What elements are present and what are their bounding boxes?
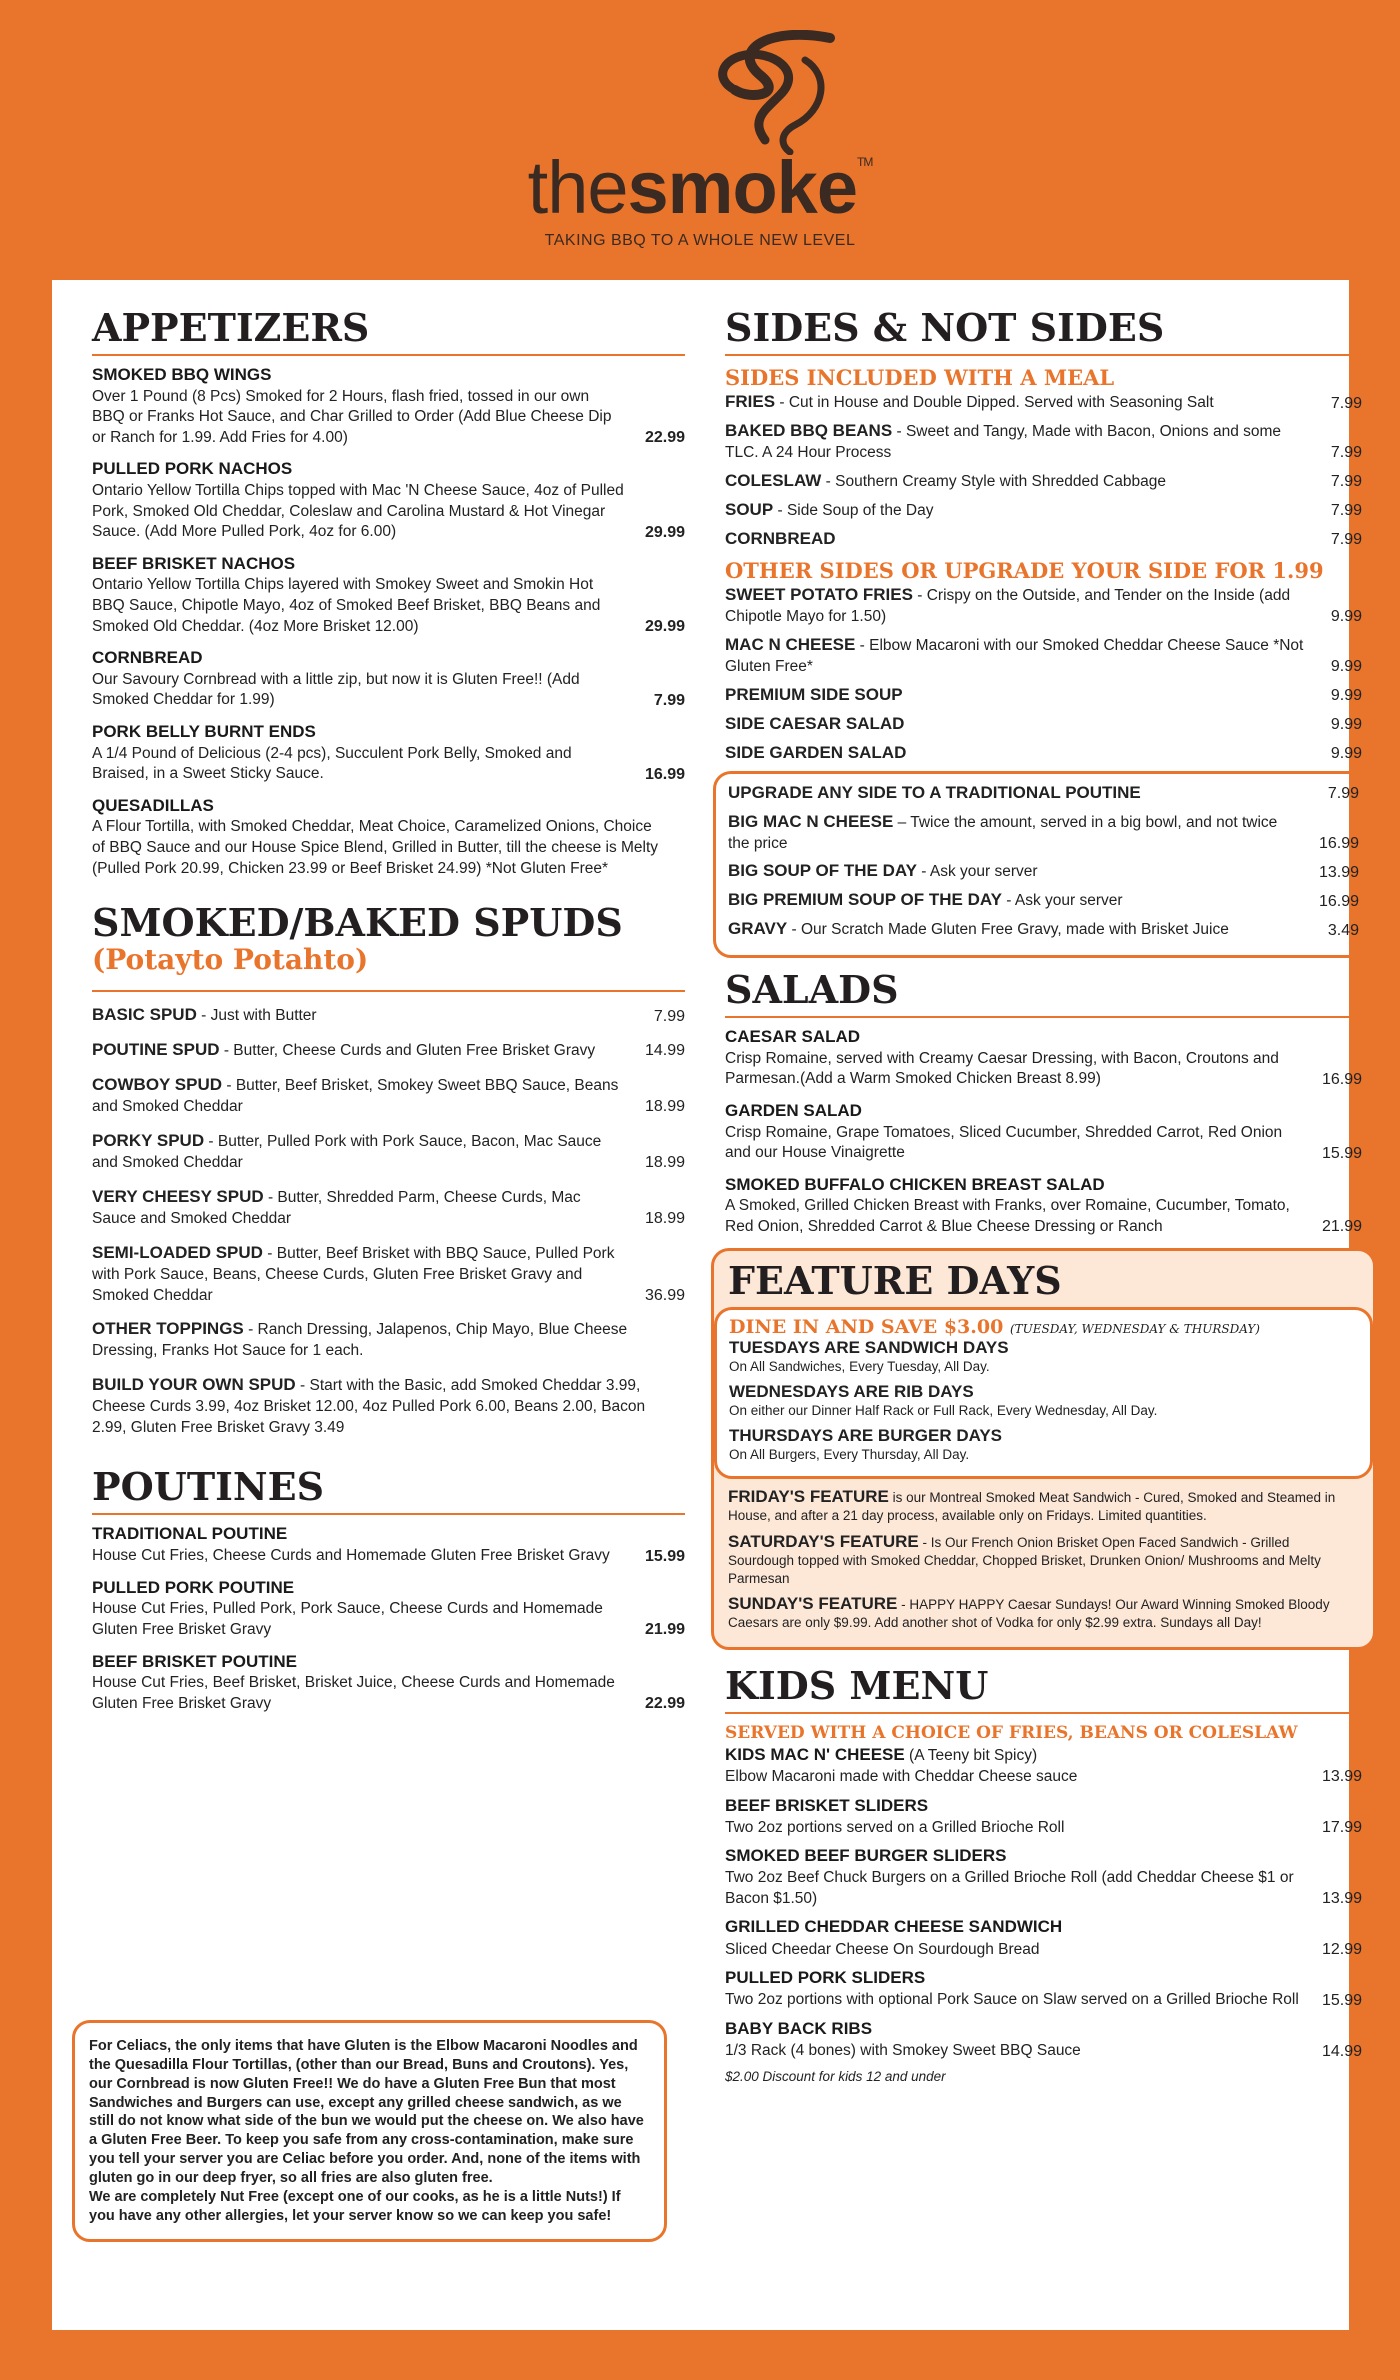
- item-desc: Elbow Macaroni made with Cheddar Cheese sauce: [725, 1767, 1078, 1785]
- kids-list: [725, 1744, 1362, 2062]
- item-price: 18.99: [644, 1210, 685, 1228]
- item-name: SMOKED BUFFALO CHICKEN BREAST SALAD: [725, 1174, 1105, 1194]
- item-desc: Ontario Yellow Tortilla Chips topped with Mac 'N Cheese Sauce, 4oz of Pulled Pork, Smoked Old Cheddar, Coleslaw and Carolina Mustard & Hot Vinegar Sauce. (Add More Pulled Pork, 4oz for 6.00): [92, 481, 624, 541]
- nut-free-text: We are completely Nut Free (except one of our cooks, as he is a little Nuts!) If you have any other allergies, let your server know so we can keep you safe!: [89, 2188, 621, 2224]
- menu-item: [725, 499, 1362, 522]
- item-price: 13.99: [1321, 1768, 1362, 1786]
- item-row: [725, 1049, 1362, 1090]
- item-text: [92, 1318, 685, 1362]
- item-name: GARDEN SALAD: [725, 1100, 862, 1120]
- item-name: COLESLAW: [725, 470, 822, 490]
- item-desc: - Elbow Macaroni with our Smoked Cheddar Cheese Sauce *Not Gluten Free*: [725, 636, 1304, 675]
- item-name: PORK BELLY BURNT ENDS: [92, 722, 316, 742]
- item-text: [725, 391, 1331, 414]
- menu-item: [725, 420, 1362, 464]
- item-price: 7.99: [653, 691, 685, 709]
- item-name-line: [725, 1845, 1362, 1868]
- item-text: [725, 420, 1331, 464]
- item-desc: A Flour Tortilla, with Smoked Cheddar, Meat Choice, Caramelized Onions, Choice of BBQ Sauce and our House Spice Blend, Grilled in Butter, till the cheese is Melty (Pulled Pork 20.99, Chicken 23.99 or Beef Brisket 24.99) *Not Gluten Free*: [92, 818, 659, 877]
- item-price: 18.99: [644, 1098, 685, 1116]
- item-name: UPGRADE ANY SIDE TO A TRADITIONAL POUTINE: [728, 782, 1141, 802]
- item-name: MAC N CHEESE: [725, 634, 856, 654]
- item-name: BUILD YOUR OWN SPUD: [92, 1375, 296, 1395]
- item-name-line: [725, 1967, 1362, 1990]
- menu-item: [725, 2018, 1362, 2062]
- item-name: SMOKED BBQ WINGS: [92, 364, 272, 384]
- item-name: SOUP: [725, 499, 774, 519]
- salads-list: [725, 1026, 1362, 1237]
- item-name: PREMIUM SIDE SOUP: [725, 684, 903, 704]
- menu-item: [725, 1100, 1362, 1164]
- item-name: BEEF BRISKET NACHOS: [92, 553, 296, 573]
- item-name: BIG SOUP OF THE DAY: [728, 861, 917, 881]
- item-row: [92, 1599, 685, 1640]
- menu-item: [725, 1967, 1362, 2011]
- weekend-feature-head: SUNDAY'S FEATURE: [728, 1594, 898, 1614]
- item-text: [92, 1130, 645, 1174]
- item-desc: - Butter, Beef Brisket, Smokey Sweet BBQ Sauce, Beans and Smoked Cheddar: [92, 1077, 619, 1115]
- item-price: 21.99: [1321, 1218, 1362, 1236]
- item-price: 16.99: [1318, 892, 1359, 910]
- item-name: PULLED PORK POUTINE: [92, 1577, 295, 1597]
- weekend-feature-desc: is our Montreal Smoked Meat Sandwich - Cured, Smoked and Steamed in House, and after a 21 day process, available only on Fridays. Limited quantities.: [728, 1490, 1336, 1524]
- item-desc: - Butter, Shredded Parm, Cheese Curds, Mac Sauce and Smoked Cheddar: [92, 1188, 581, 1227]
- weekend-feature: [728, 1487, 1359, 1525]
- item-text: [728, 889, 1319, 912]
- item-row: [92, 744, 685, 785]
- weekend-feature-desc: - Is Our French Onion Brisket Open Faced Sandwich - Grilled Sourdough topped with Smoked Cheddar, Chopped Brisket, Drunken Onion/ Mushrooms and Melty Parmesan: [728, 1534, 1321, 1587]
- feature-days-box: [711, 1248, 1376, 1650]
- item-row: [725, 2041, 1362, 2062]
- item-desc: Crisp Romaine, served with Creamy Caesar Dressing, with Bacon, Croutons and Parmesan.(Add a Warm Smoked Chicken Breast 8.99): [725, 1049, 1279, 1088]
- menu-item: [725, 634, 1362, 678]
- appetizers-title: APPETIZERS: [92, 308, 685, 356]
- kids-title: KIDS MENU: [725, 1666, 1362, 1714]
- poutines-list: [92, 1523, 685, 1715]
- menu-item: [725, 1845, 1362, 1909]
- menu-item: [92, 1651, 685, 1715]
- item-name: BEEF BRISKET POUTINE: [92, 1651, 297, 1671]
- feature-day-head: TUESDAYS ARE SANDWICH DAYS: [729, 1337, 1009, 1357]
- menu-item: [92, 364, 685, 448]
- menu-item: [92, 1004, 685, 1027]
- item-price: 9.99: [1330, 716, 1362, 734]
- feature-day-desc: On either our Dinner Half Rack or Full Rack, Every Wednesday, All Day.: [729, 1402, 1158, 1418]
- item-price: 15.99: [644, 1547, 685, 1565]
- menu-item: [728, 782, 1359, 805]
- item-name: SEMI-LOADED SPUD: [92, 1242, 263, 1262]
- item-name-line: [725, 1744, 1362, 1767]
- item-price: 7.99: [653, 1007, 685, 1025]
- item-name-line: [725, 1916, 1362, 1939]
- tagline: TAKING BBQ TO A WHOLE NEW LEVEL: [544, 232, 856, 249]
- item-text: [92, 1242, 645, 1307]
- item-price: 7.99: [1330, 473, 1362, 491]
- item-price: 15.99: [1321, 1991, 1362, 2009]
- menu-item: [725, 742, 1362, 765]
- item-extra: (A Teeny bit Spicy): [904, 1746, 1038, 1764]
- item-desc: Over 1 Pound (8 Pcs) Smoked for 2 Hours, flash fried, tossed in our own BBQ or Franks Hot Sauce, and Char Grilled to Order (Add Blue Cheese Dip or Ranch for 1.99. Add Fries for 4.00): [92, 387, 612, 446]
- item-name: BAKED BBQ BEANS: [725, 421, 893, 441]
- item-row: [92, 817, 685, 879]
- item-desc: Two 2oz portions with optional Pork Sauce on Slaw served on a Grilled Brioche Roll: [725, 1991, 1299, 2009]
- item-desc: - Our Scratch Made Gluten Free Gravy, made with Brisket Juice: [787, 921, 1229, 939]
- item-name: PULLED PORK SLIDERS: [725, 1968, 926, 1988]
- item-name: QUESADILLAS: [92, 795, 214, 815]
- menu-item: [92, 721, 685, 785]
- item-desc: - Ask your server: [1001, 892, 1123, 910]
- weekend-feature: [728, 1594, 1359, 1632]
- left-column: [92, 305, 685, 1724]
- item-row: [92, 575, 685, 637]
- item-desc: Crisp Romaine, Grape Tomatoes, Sliced Cucumber, Shredded Carrot, Red Onion and our House Vinaigrette: [725, 1123, 1283, 1162]
- item-row: [92, 387, 685, 449]
- item-row: [725, 1939, 1362, 1960]
- menu-item: [92, 1523, 685, 1567]
- item-name: VERY CHEESY SPUD: [92, 1186, 264, 1206]
- item-desc: – Twice the amount, served in a big bowl, and not twice the price: [728, 813, 1278, 852]
- item-row: [92, 670, 685, 711]
- upgrade-box: [713, 771, 1374, 959]
- item-price: 3.49: [1327, 921, 1359, 939]
- feature-title: FEATURE DAYS: [728, 1257, 1062, 1303]
- item-desc: Two 2oz portions served on a Grilled Brioche Roll: [725, 1818, 1065, 1836]
- dine-in-days: (TUESDAY, WEDNESDAY & THURSDAY): [1009, 1321, 1260, 1336]
- menu-item: [92, 553, 685, 637]
- sides-included-head: SIDES INCLUDED WITH A MEAL: [725, 364, 1115, 390]
- appetizers-list: [92, 364, 685, 879]
- item-desc: - Crispy on the Outside, and Tender on the Inside (add Chipotle Mayo for 1.50): [725, 587, 1291, 626]
- salads-title: SALADS: [725, 970, 1362, 1018]
- trademark: TM: [857, 155, 873, 169]
- sides-title: SIDES & NOT SIDES: [725, 308, 1362, 356]
- item-desc: - Start with the Basic, add Smoked Cheddar 3.99, Cheese Curds 3.99, 4oz Brisket 12.00, 4oz Pulled Pork 6.00, Beans 2.00, Bacon 2.99, Gluten Free Brisket Gravy 3.49: [92, 1377, 646, 1437]
- feature-day-desc: On All Burgers, Every Thursday, All Day.: [729, 1446, 970, 1462]
- item-row: [725, 1196, 1362, 1237]
- item-name: SIDE CAESAR SALAD: [725, 713, 905, 733]
- item-text: [725, 634, 1331, 678]
- feature-day-desc: On All Sandwiches, Every Tuesday, All Day.: [729, 1358, 990, 1374]
- item-price: 7.99: [1330, 531, 1362, 549]
- item-price: 7.99: [1330, 394, 1362, 412]
- menu-item: [725, 470, 1362, 493]
- item-row: [92, 1546, 685, 1567]
- item-price: 9.99: [1330, 608, 1362, 626]
- item-desc: - Just with Butter: [196, 1007, 317, 1025]
- menu-item: [725, 1795, 1362, 1839]
- item-name: BEEF BRISKET SLIDERS: [725, 1795, 929, 1815]
- item-price: 9.99: [1330, 687, 1362, 705]
- menu-item: [92, 1577, 685, 1641]
- menu-item: [725, 684, 1362, 707]
- feature-day-head: THURSDAYS ARE BURGER DAYS: [729, 1425, 1002, 1445]
- item-name: CORNBREAD: [92, 648, 203, 668]
- menu-item: [92, 1318, 685, 1362]
- item-name-line: [725, 1795, 1362, 1818]
- item-price: 22.99: [644, 1695, 685, 1713]
- menu-item: [728, 918, 1359, 941]
- feature-days-list: [729, 1338, 1358, 1465]
- item-desc: Two 2oz Beef Chuck Burgers on a Grilled Brioche Roll (add Cheddar Cheese $1 or Bacon $1.50): [725, 1869, 1294, 1907]
- item-text: [725, 713, 1331, 736]
- spuds-list: [92, 1004, 685, 1439]
- menu-item: [725, 1744, 1362, 1788]
- item-name: GRILLED CHEDDAR CHEESE SANDWICH: [725, 1917, 1063, 1937]
- sides-other-head: OTHER SIDES OR UPGRADE YOUR SIDE FOR 1.99: [725, 557, 1324, 583]
- menu-item: [92, 1186, 685, 1230]
- item-price: 7.99: [1330, 444, 1362, 462]
- item-name: GRAVY: [728, 919, 788, 939]
- brand-name-light: the: [527, 146, 628, 229]
- menu-item: [725, 528, 1362, 551]
- menu-item: [728, 889, 1359, 912]
- menu-item: [92, 1074, 685, 1118]
- brand-logo-text: [0, 145, 1400, 230]
- item-price: 18.99: [644, 1154, 685, 1172]
- item-name: PULLED PORK NACHOS: [92, 459, 293, 479]
- spuds-title: SMOKED/BAKED SPUDS: [92, 900, 623, 946]
- item-desc: - Butter, Cheese Curds and Gluten Free Brisket Gravy: [219, 1042, 596, 1060]
- item-text: [725, 528, 1331, 551]
- item-text: [728, 782, 1328, 805]
- menu-item: [92, 795, 685, 879]
- item-desc: A Smoked, Grilled Chicken Breast with Franks, over Romaine, Cucumber, Tomato, Red Onion, Shredded Carrot & Blue Cheese Dressing or Ranch: [725, 1197, 1290, 1235]
- item-name: SMOKED BEEF BURGER SLIDERS: [725, 1846, 1007, 1866]
- item-row: [92, 481, 685, 543]
- menu-panel: [52, 280, 1362, 2330]
- right-column: [725, 305, 1362, 2084]
- item-name: BABY BACK RIBS: [725, 2019, 873, 2038]
- item-price: 29.99: [644, 617, 685, 635]
- item-name: PORKY SPUD: [92, 1130, 205, 1150]
- menu-item: [92, 647, 685, 711]
- item-desc: - Southern Creamy Style with Shredded Cabbage: [821, 472, 1166, 490]
- item-row: [725, 1123, 1362, 1164]
- item-price: 9.99: [1330, 745, 1362, 763]
- gluten-info-box: [72, 2020, 667, 2242]
- item-text: [728, 918, 1328, 941]
- weekend-feature: [728, 1532, 1359, 1589]
- item-desc: - Side Soup of the Day: [773, 501, 934, 519]
- item-row: [725, 1766, 1362, 1787]
- menu-item: [92, 1130, 685, 1174]
- item-price: 13.99: [1321, 1889, 1362, 1907]
- item-price: 14.99: [1321, 2042, 1362, 2060]
- item-desc: - Butter, Pulled Pork with Pork Sauce, Bacon, Mac Sauce and Smoked Cheddar: [92, 1132, 602, 1171]
- item-desc: - Ask your server: [916, 863, 1038, 881]
- spuds-subtitle: (Potayto Potahto): [92, 943, 685, 992]
- item-desc: - Ranch Dressing, Jalapenos, Chip Mayo, Blue Cheese Dressing, Franks Hot Sauce for 1 each.: [92, 1321, 628, 1360]
- item-desc: Ontario Yellow Tortilla Chips layered with Smokey Sweet and Smokin Hot BBQ Sauce, Chipotle Mayo, 4oz of Smoked Beef Brisket, BBQ Beans and Smoked Old Cheddar. (4oz More Brisket 12.00): [92, 576, 601, 635]
- item-row: [725, 1868, 1362, 1909]
- item-name: KIDS MAC N' CHEESE: [725, 1744, 905, 1764]
- item-desc: - Butter, Beef Brisket with BBQ Sauce, Pulled Pork with Pork Sauce, Beans, Cheese Curds, Gluten Free Brisket Gravy and Smoked Cheddar: [92, 1244, 615, 1304]
- item-row: [725, 1990, 1362, 2011]
- item-price: 17.99: [1321, 1819, 1362, 1837]
- item-text: [725, 742, 1331, 765]
- item-price: 29.99: [644, 523, 685, 541]
- item-price: 12.99: [1321, 1940, 1362, 1958]
- item-name: CAESAR SALAD: [725, 1027, 861, 1047]
- item-desc: A 1/4 Pound of Delicious (2-4 pcs), Succulent Pork Belly, Smoked and Braised, in a Sweet Sticky Sauce.: [92, 744, 572, 783]
- menu-item: [92, 1039, 685, 1062]
- poutines-title: POUTINES: [92, 1467, 685, 1515]
- item-name: BASIC SPUD: [92, 1005, 197, 1025]
- weekend-feature-desc: - HAPPY HAPPY Caesar Sundays! Our Award Winning Smoked Bloody Caesars are only $9.99. Add another shot of Vodka for only $2.99 extra. Sundays all Day!: [728, 1597, 1330, 1631]
- feature-day-head: WEDNESDAYS ARE RIB DAYS: [729, 1381, 974, 1401]
- weekend-feature-head: FRIDAY'S FEATURE: [728, 1487, 889, 1507]
- gluten-info-text: For Celiacs, the only items that have Gluten is the Elbow Macaroni Noodles and the Quesadilla Flour Tortillas, (other than our Bread, Buns and Croutons). Yes, our Cornbread is now Gluten Free!! We do have a Gluten Free Bun that most Sandwiches and Burgers can use, except any grilled cheese sandwich, as we still do not know what side of the bun we would put the cheese on. We also have a Gluten Free Beer. To keep you safe from any cross-contamination, make sure you tell your server you are Celiac before you order. And, none of the items with gluten go in our deep fryer, so all fries are also gluten free.: [89, 2038, 644, 2186]
- item-price: 7.99: [1327, 784, 1359, 802]
- smoke-swirl-logo-icon: [710, 30, 860, 155]
- item-text: [92, 1186, 645, 1230]
- item-text: [728, 811, 1319, 855]
- kids-discount-note: $2.00 Discount for kids 12 and under: [725, 2068, 946, 2084]
- item-name: OTHER TOPPINGS: [92, 1319, 244, 1339]
- item-text: [728, 860, 1319, 883]
- feature-day: [729, 1426, 1358, 1464]
- item-price: 16.99: [1318, 834, 1359, 852]
- item-desc: Sliced Cheedar Cheese On Sourdough Bread: [725, 1940, 1040, 1958]
- item-desc: House Cut Fries, Pulled Pork, Pork Sauce, Cheese Curds and Homemade Gluten Free Brisket Gravy: [92, 1600, 603, 1639]
- menu-item: [92, 1374, 685, 1439]
- weekend-features-list: [714, 1487, 1373, 1633]
- menu-item: [728, 860, 1359, 883]
- item-text: [725, 584, 1331, 628]
- item-desc: House Cut Fries, Beef Brisket, Brisket Juice, Cheese Curds and Homemade Gluten Free Brisket Gravy: [92, 1674, 615, 1712]
- item-row: [725, 1817, 1362, 1838]
- item-name: POUTINE SPUD: [92, 1040, 220, 1060]
- item-name: BIG MAC N CHEESE: [728, 811, 894, 831]
- feature-day: [729, 1338, 1358, 1376]
- header: [0, 0, 1400, 280]
- brand-name-bold: smoke: [627, 146, 857, 229]
- item-name: FRIES: [725, 392, 776, 412]
- item-desc: - Cut in House and Double Dipped. Served with Seasoning Salt: [775, 394, 1214, 412]
- item-name: BIG PREMIUM SOUP OF THE DAY: [728, 890, 1002, 910]
- menu-item: [725, 391, 1362, 414]
- menu-item: [92, 458, 685, 542]
- item-name: COWBOY SPUD: [92, 1075, 223, 1095]
- item-desc: Our Savoury Cornbread with a little zip, but now it is Gluten Free!! (Add Smoked Cheddar for 1.99): [92, 670, 580, 709]
- menu-item: [725, 1174, 1362, 1238]
- item-price: 22.99: [644, 429, 685, 447]
- item-name-line: [725, 2018, 1362, 2041]
- menu-item: [728, 811, 1359, 855]
- item-text: [725, 470, 1331, 493]
- feature-day: [729, 1382, 1358, 1420]
- dine-in-box: [714, 1307, 1373, 1480]
- item-desc: House Cut Fries, Cheese Curds and Homemade Gluten Free Brisket Gravy: [92, 1547, 610, 1565]
- item-price: 7.99: [1330, 502, 1362, 520]
- item-price: 21.99: [644, 1621, 685, 1639]
- item-text: [92, 1374, 685, 1439]
- item-text: [92, 1004, 654, 1027]
- menu-item: [92, 1242, 685, 1307]
- item-price: 13.99: [1318, 863, 1359, 881]
- menu-item: [725, 584, 1362, 628]
- menu-item: [725, 713, 1362, 736]
- item-price: 9.99: [1330, 658, 1362, 676]
- item-text: [725, 499, 1331, 522]
- item-text: [92, 1039, 645, 1062]
- item-desc: - Sweet and Tangy, Made with Bacon, Onions and some TLC. A 24 Hour Process: [725, 423, 1282, 462]
- menu-item: [725, 1026, 1362, 1090]
- item-price: 16.99: [1321, 1070, 1362, 1088]
- sides-included-list: [725, 391, 1362, 551]
- item-text: [92, 1074, 645, 1118]
- item-name: CORNBREAD: [725, 528, 836, 548]
- item-price: 36.99: [644, 1286, 685, 1304]
- dine-in-head: DINE IN AND SAVE $3.00: [729, 1315, 1004, 1338]
- item-name: TRADITIONAL POUTINE: [92, 1523, 288, 1543]
- item-price: 16.99: [644, 765, 685, 783]
- item-name: SWEET POTATO FRIES: [725, 585, 913, 605]
- item-price: 14.99: [644, 1042, 685, 1060]
- item-row: [92, 1673, 685, 1714]
- sides-other-list: [725, 584, 1362, 765]
- item-price: 15.99: [1321, 1144, 1362, 1162]
- item-desc: 1/3 Rack (4 bones) with Smokey Sweet BBQ Sauce: [725, 2042, 1081, 2060]
- kids-subhead: SERVED WITH A CHOICE OF FRIES, BEANS OR COLESLAW: [725, 1722, 1298, 1743]
- menu-item: [725, 1916, 1362, 1960]
- item-text: [725, 684, 1331, 707]
- weekend-feature-head: SATURDAY'S FEATURE: [728, 1531, 919, 1551]
- item-name: SIDE GARDEN SALAD: [725, 742, 907, 762]
